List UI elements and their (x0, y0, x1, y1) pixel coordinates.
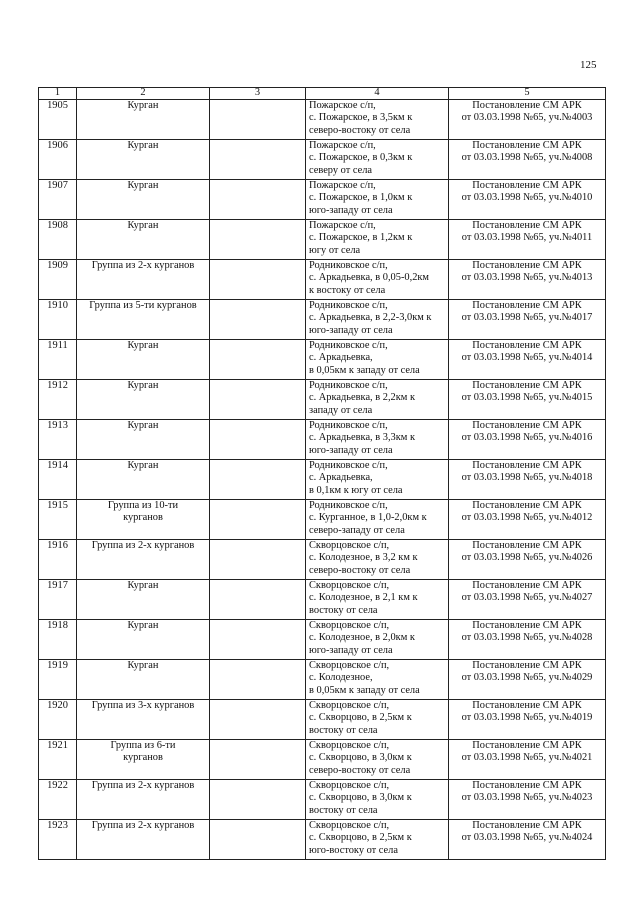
document-line: от 03.03.1998 №65, уч.№4013 (461, 272, 593, 284)
document-line: Постановление СМ АРК (472, 340, 582, 351)
location-line: Скворцовское с/п, (309, 660, 390, 671)
row-number-cell: 1922 (39, 780, 77, 820)
location-line: с. Колодезное, в 3,2 км к (309, 552, 418, 564)
empty-column-3-cell (210, 660, 306, 700)
document-line: от 03.03.1998 №65, уч.№4010 (461, 192, 593, 204)
document-line: от 03.03.1998 №65, уч.№4027 (461, 592, 593, 604)
document-line: Постановление СМ АРК (472, 540, 582, 551)
location-line: востоку от села (309, 804, 378, 816)
object-name-line: Группа из 2-х курганов (91, 820, 195, 831)
document-line: от 03.03.1998 №65, уч.№4021 (461, 752, 593, 764)
document-cell (449, 700, 606, 740)
row-number-cell: 1915 (39, 500, 77, 540)
object-name-line: Курган (127, 180, 159, 191)
document-line: от 03.03.1998 №65, уч.№4029 (461, 672, 593, 684)
column-header-2: 2 (77, 88, 210, 100)
document-cell (449, 740, 606, 780)
location-line: с. Аркадьевка, в 0,05-0,2км (309, 272, 430, 284)
table-row (39, 580, 606, 620)
location-line: Пожарское с/п, (309, 100, 376, 111)
row-number-cell: 1919 (39, 660, 77, 700)
table-row (39, 220, 606, 260)
row-number-cell: 1917 (39, 580, 77, 620)
document-line: Постановление СМ АРК (472, 260, 582, 271)
object-name-cell (77, 100, 210, 140)
location-line: с. Скворцово, в 3,0км к (309, 752, 412, 764)
document-cell (449, 220, 606, 260)
table-row (39, 340, 606, 380)
location-line: Пожарское с/п, (309, 220, 376, 231)
document-cell (449, 420, 606, 460)
table-row (39, 780, 606, 820)
object-name-cell (77, 740, 210, 780)
empty-column-3-cell (210, 380, 306, 420)
table-row (39, 540, 606, 580)
document-line: от 03.03.1998 №65, уч.№4018 (461, 472, 593, 484)
location-line: юго-западу от села (309, 444, 393, 456)
document-cell (449, 140, 606, 180)
object-name-cell (77, 660, 210, 700)
location-cell (306, 780, 449, 820)
table-row (39, 380, 606, 420)
empty-column-3-cell (210, 540, 306, 580)
document-line: Постановление СМ АРК (472, 220, 582, 231)
object-name-line: курганов (123, 752, 163, 764)
location-line: с. Курганное, в 1,0-2,0км к (309, 512, 427, 524)
empty-column-3-cell (210, 620, 306, 660)
column-number-row (39, 88, 606, 100)
object-name-cell (77, 580, 210, 620)
row-number-cell: 1909 (39, 260, 77, 300)
location-line: югу от села (309, 244, 361, 256)
empty-column-3-cell (210, 420, 306, 460)
object-name-line: Группа из 2-х курганов (91, 540, 195, 551)
location-line: юго-востоку от села (309, 844, 398, 856)
location-cell (306, 620, 449, 660)
location-line: с. Скворцово, в 2,5км к (309, 832, 412, 844)
row-number-cell: 1905 (39, 100, 77, 140)
location-line: к востоку от села (309, 284, 386, 296)
empty-column-3-cell (210, 140, 306, 180)
location-cell (306, 660, 449, 700)
location-cell (306, 260, 449, 300)
location-cell (306, 700, 449, 740)
table-row (39, 620, 606, 660)
table-row (39, 300, 606, 340)
location-line: юго-западу от села (309, 204, 393, 216)
location-line: Родниковское с/п, (309, 500, 388, 511)
object-name-line: Курган (127, 340, 159, 351)
location-line: с. Пожарское, в 1,2км к (309, 232, 413, 244)
location-line: Родниковское с/п, (309, 260, 388, 271)
document-line: от 03.03.1998 №65, уч.№4008 (461, 152, 593, 164)
empty-column-3-cell (210, 460, 306, 500)
object-name-cell (77, 780, 210, 820)
object-name-cell (77, 380, 210, 420)
document-line: Постановление СМ АРК (472, 500, 582, 511)
row-number-cell: 1911 (39, 340, 77, 380)
object-name-line: курганов (123, 512, 163, 524)
object-name-line: Курган (127, 100, 159, 111)
location-line: Родниковское с/п, (309, 300, 388, 311)
document-line: Постановление СМ АРК (472, 740, 582, 751)
column-header-5: 5 (449, 88, 606, 100)
location-line: Скворцовское с/п, (309, 620, 390, 631)
table-row (39, 260, 606, 300)
document-line: от 03.03.1998 №65, уч.№4023 (461, 792, 593, 804)
object-name-line: Курган (127, 460, 159, 471)
document-line: от 03.03.1998 №65, уч.№4024 (461, 832, 593, 844)
document-cell (449, 300, 606, 340)
row-number-cell: 1910 (39, 300, 77, 340)
document-cell (449, 540, 606, 580)
object-name-line: Группа из 2-х курганов (91, 260, 195, 271)
location-line: с. Колодезное, в 2,1 км к (309, 592, 418, 604)
location-line: северо-востоку от села (309, 564, 411, 576)
document-line: от 03.03.1998 №65, уч.№4015 (461, 392, 593, 404)
document-line: Постановление СМ АРК (472, 420, 582, 431)
empty-column-3-cell (210, 740, 306, 780)
location-line: востоку от села (309, 724, 378, 736)
object-name-line: Курган (127, 380, 159, 391)
location-line: северо-западу от села (309, 524, 405, 536)
document-line: от 03.03.1998 №65, уч.№4017 (461, 312, 593, 324)
row-number-cell: 1908 (39, 220, 77, 260)
location-line: в 0,05км к западу от села (309, 684, 420, 696)
empty-column-3-cell (210, 580, 306, 620)
object-name-cell (77, 540, 210, 580)
monuments-table (38, 87, 606, 860)
document-line: Постановление СМ АРК (472, 780, 582, 791)
object-name-cell (77, 420, 210, 460)
document-cell (449, 260, 606, 300)
object-name-cell (77, 220, 210, 260)
document-cell (449, 380, 606, 420)
table-header (39, 88, 606, 100)
object-name-line: Курган (127, 660, 159, 671)
document-cell (449, 100, 606, 140)
empty-column-3-cell (210, 220, 306, 260)
location-line: юго-западу от села (309, 324, 393, 336)
location-line: Скворцовское с/п, (309, 780, 390, 791)
location-line: с. Пожарское, в 3,5км к (309, 112, 413, 124)
row-number-cell: 1920 (39, 700, 77, 740)
location-line: Пожарское с/п, (309, 180, 376, 191)
empty-column-3-cell (210, 780, 306, 820)
object-name-line: Курган (127, 220, 159, 231)
location-line: с. Аркадьевка, (309, 472, 373, 484)
document-line: от 03.03.1998 №65, уч.№4028 (461, 632, 593, 644)
document-line: от 03.03.1998 №65, уч.№4019 (461, 712, 593, 724)
location-cell (306, 220, 449, 260)
location-line: с. Аркадьевка, в 3,3км к (309, 432, 416, 444)
object-name-cell (77, 460, 210, 500)
document-line: Постановление СМ АРК (472, 180, 582, 191)
document-cell (449, 780, 606, 820)
empty-column-3-cell (210, 340, 306, 380)
empty-column-3-cell (210, 260, 306, 300)
document-line: от 03.03.1998 №65, уч.№4003 (461, 112, 593, 124)
object-name-line: Группа из 5-ти курганов (89, 300, 197, 311)
location-line: с. Аркадьевка, (309, 352, 373, 364)
location-line: юго-западу от села (309, 644, 393, 656)
object-name-cell (77, 300, 210, 340)
location-line: с. Скворцово, в 3,0км к (309, 792, 412, 804)
empty-column-3-cell (210, 500, 306, 540)
document-line: Постановление СМ АРК (472, 380, 582, 391)
empty-column-3-cell (210, 820, 306, 860)
row-number-cell: 1923 (39, 820, 77, 860)
object-name-cell (77, 260, 210, 300)
document-line: от 03.03.1998 №65, уч.№4016 (461, 432, 593, 444)
location-cell (306, 300, 449, 340)
location-line: с. Аркадьевка, в 2,2-3,0км к (309, 312, 432, 324)
object-name-cell (77, 820, 210, 860)
row-number-cell: 1914 (39, 460, 77, 500)
location-line: с. Скворцово, в 2,5км к (309, 712, 412, 724)
row-number-cell: 1913 (39, 420, 77, 460)
document-line: от 03.03.1998 №65, уч.№4011 (461, 232, 593, 244)
table-row (39, 460, 606, 500)
location-cell (306, 580, 449, 620)
document-line: Постановление СМ АРК (472, 140, 582, 151)
location-cell (306, 460, 449, 500)
location-line: Родниковское с/п, (309, 380, 388, 391)
location-cell (306, 100, 449, 140)
location-line: с. Аркадьевка, в 2,2км к (309, 392, 416, 404)
table-row (39, 660, 606, 700)
empty-column-3-cell (210, 100, 306, 140)
table-row (39, 820, 606, 860)
document-cell (449, 500, 606, 540)
document-line: от 03.03.1998 №65, уч.№4026 (461, 552, 593, 564)
object-name-line: Группа из 6-ти (110, 740, 176, 751)
document-line: от 03.03.1998 №65, уч.№4012 (461, 512, 593, 524)
document-line: Постановление СМ АРК (472, 700, 582, 711)
object-name-cell (77, 140, 210, 180)
location-line: северо-востоку от села (309, 764, 411, 776)
row-number-cell: 1916 (39, 540, 77, 580)
row-number-cell: 1912 (39, 380, 77, 420)
object-name-line: Курган (127, 620, 159, 631)
location-line: северу от села (309, 164, 373, 176)
location-cell (306, 180, 449, 220)
document-cell (449, 660, 606, 700)
object-name-cell (77, 500, 210, 540)
document-line: Постановление СМ АРК (472, 580, 582, 591)
location-cell (306, 340, 449, 380)
table-row (39, 140, 606, 180)
location-line: Родниковское с/п, (309, 340, 388, 351)
location-line: Скворцовское с/п, (309, 540, 390, 551)
page-number: 125 (580, 59, 597, 71)
document-line: Постановление СМ АРК (472, 100, 582, 111)
table-row (39, 500, 606, 540)
document-cell (449, 180, 606, 220)
location-line: Скворцовское с/п, (309, 700, 390, 711)
table-row (39, 180, 606, 220)
location-line: с. Пожарское, в 1,0км к (309, 192, 413, 204)
table-row (39, 700, 606, 740)
document-line: Постановление СМ АРК (472, 620, 582, 631)
location-line: Родниковское с/п, (309, 460, 388, 471)
empty-column-3-cell (210, 700, 306, 740)
object-name-cell (77, 700, 210, 740)
table-body (39, 100, 606, 860)
location-line: в 0,05км к западу от села (309, 364, 420, 376)
row-number-cell: 1921 (39, 740, 77, 780)
row-number-cell: 1918 (39, 620, 77, 660)
object-name-cell (77, 620, 210, 660)
document-line: от 03.03.1998 №65, уч.№4014 (461, 352, 593, 364)
row-number-cell: 1906 (39, 140, 77, 180)
monuments-table-container (38, 87, 606, 860)
object-name-line: Группа из 3-х курганов (91, 700, 195, 711)
location-line: востоку от села (309, 604, 378, 616)
location-cell (306, 140, 449, 180)
location-cell (306, 820, 449, 860)
column-header-3: 3 (210, 88, 306, 100)
object-name-line: Группа из 2-х курганов (91, 780, 195, 791)
location-cell (306, 420, 449, 460)
location-cell (306, 740, 449, 780)
object-name-line: Курган (127, 140, 159, 151)
location-cell (306, 540, 449, 580)
table-row (39, 100, 606, 140)
location-line: северо-востоку от села (309, 124, 411, 136)
document-line: Постановление СМ АРК (472, 820, 582, 831)
document-line: Постановление СМ АРК (472, 660, 582, 671)
document-cell (449, 460, 606, 500)
location-line: с. Колодезное, в 2,0км к (309, 632, 415, 644)
object-name-line: Группа из 10-ти (107, 500, 179, 511)
location-cell (306, 500, 449, 540)
object-name-cell (77, 340, 210, 380)
location-line: Пожарское с/п, (309, 140, 376, 151)
column-header-1: 1 (39, 88, 77, 100)
location-line: в 0,1км к югу от села (309, 484, 403, 496)
location-line: западу от села (309, 404, 373, 416)
location-line: с. Пожарское, в 0,3км к (309, 152, 413, 164)
document-cell (449, 820, 606, 860)
location-line: Скворцовское с/п, (309, 740, 390, 751)
table-row (39, 420, 606, 460)
location-line: Скворцовское с/п, (309, 820, 390, 831)
document-line: Постановление СМ АРК (472, 460, 582, 471)
location-line: Родниковское с/п, (309, 420, 388, 431)
row-number-cell: 1907 (39, 180, 77, 220)
column-header-4: 4 (306, 88, 449, 100)
document-line: Постановление СМ АРК (472, 300, 582, 311)
object-name-line: Курган (127, 580, 159, 591)
table-row (39, 740, 606, 780)
location-line: Скворцовское с/п, (309, 580, 390, 591)
object-name-cell (77, 180, 210, 220)
object-name-line: Курган (127, 420, 159, 431)
document-cell (449, 620, 606, 660)
location-cell (306, 380, 449, 420)
location-line: с. Колодезное, (309, 672, 373, 684)
document-cell (449, 340, 606, 380)
empty-column-3-cell (210, 180, 306, 220)
document-cell (449, 580, 606, 620)
empty-column-3-cell (210, 300, 306, 340)
